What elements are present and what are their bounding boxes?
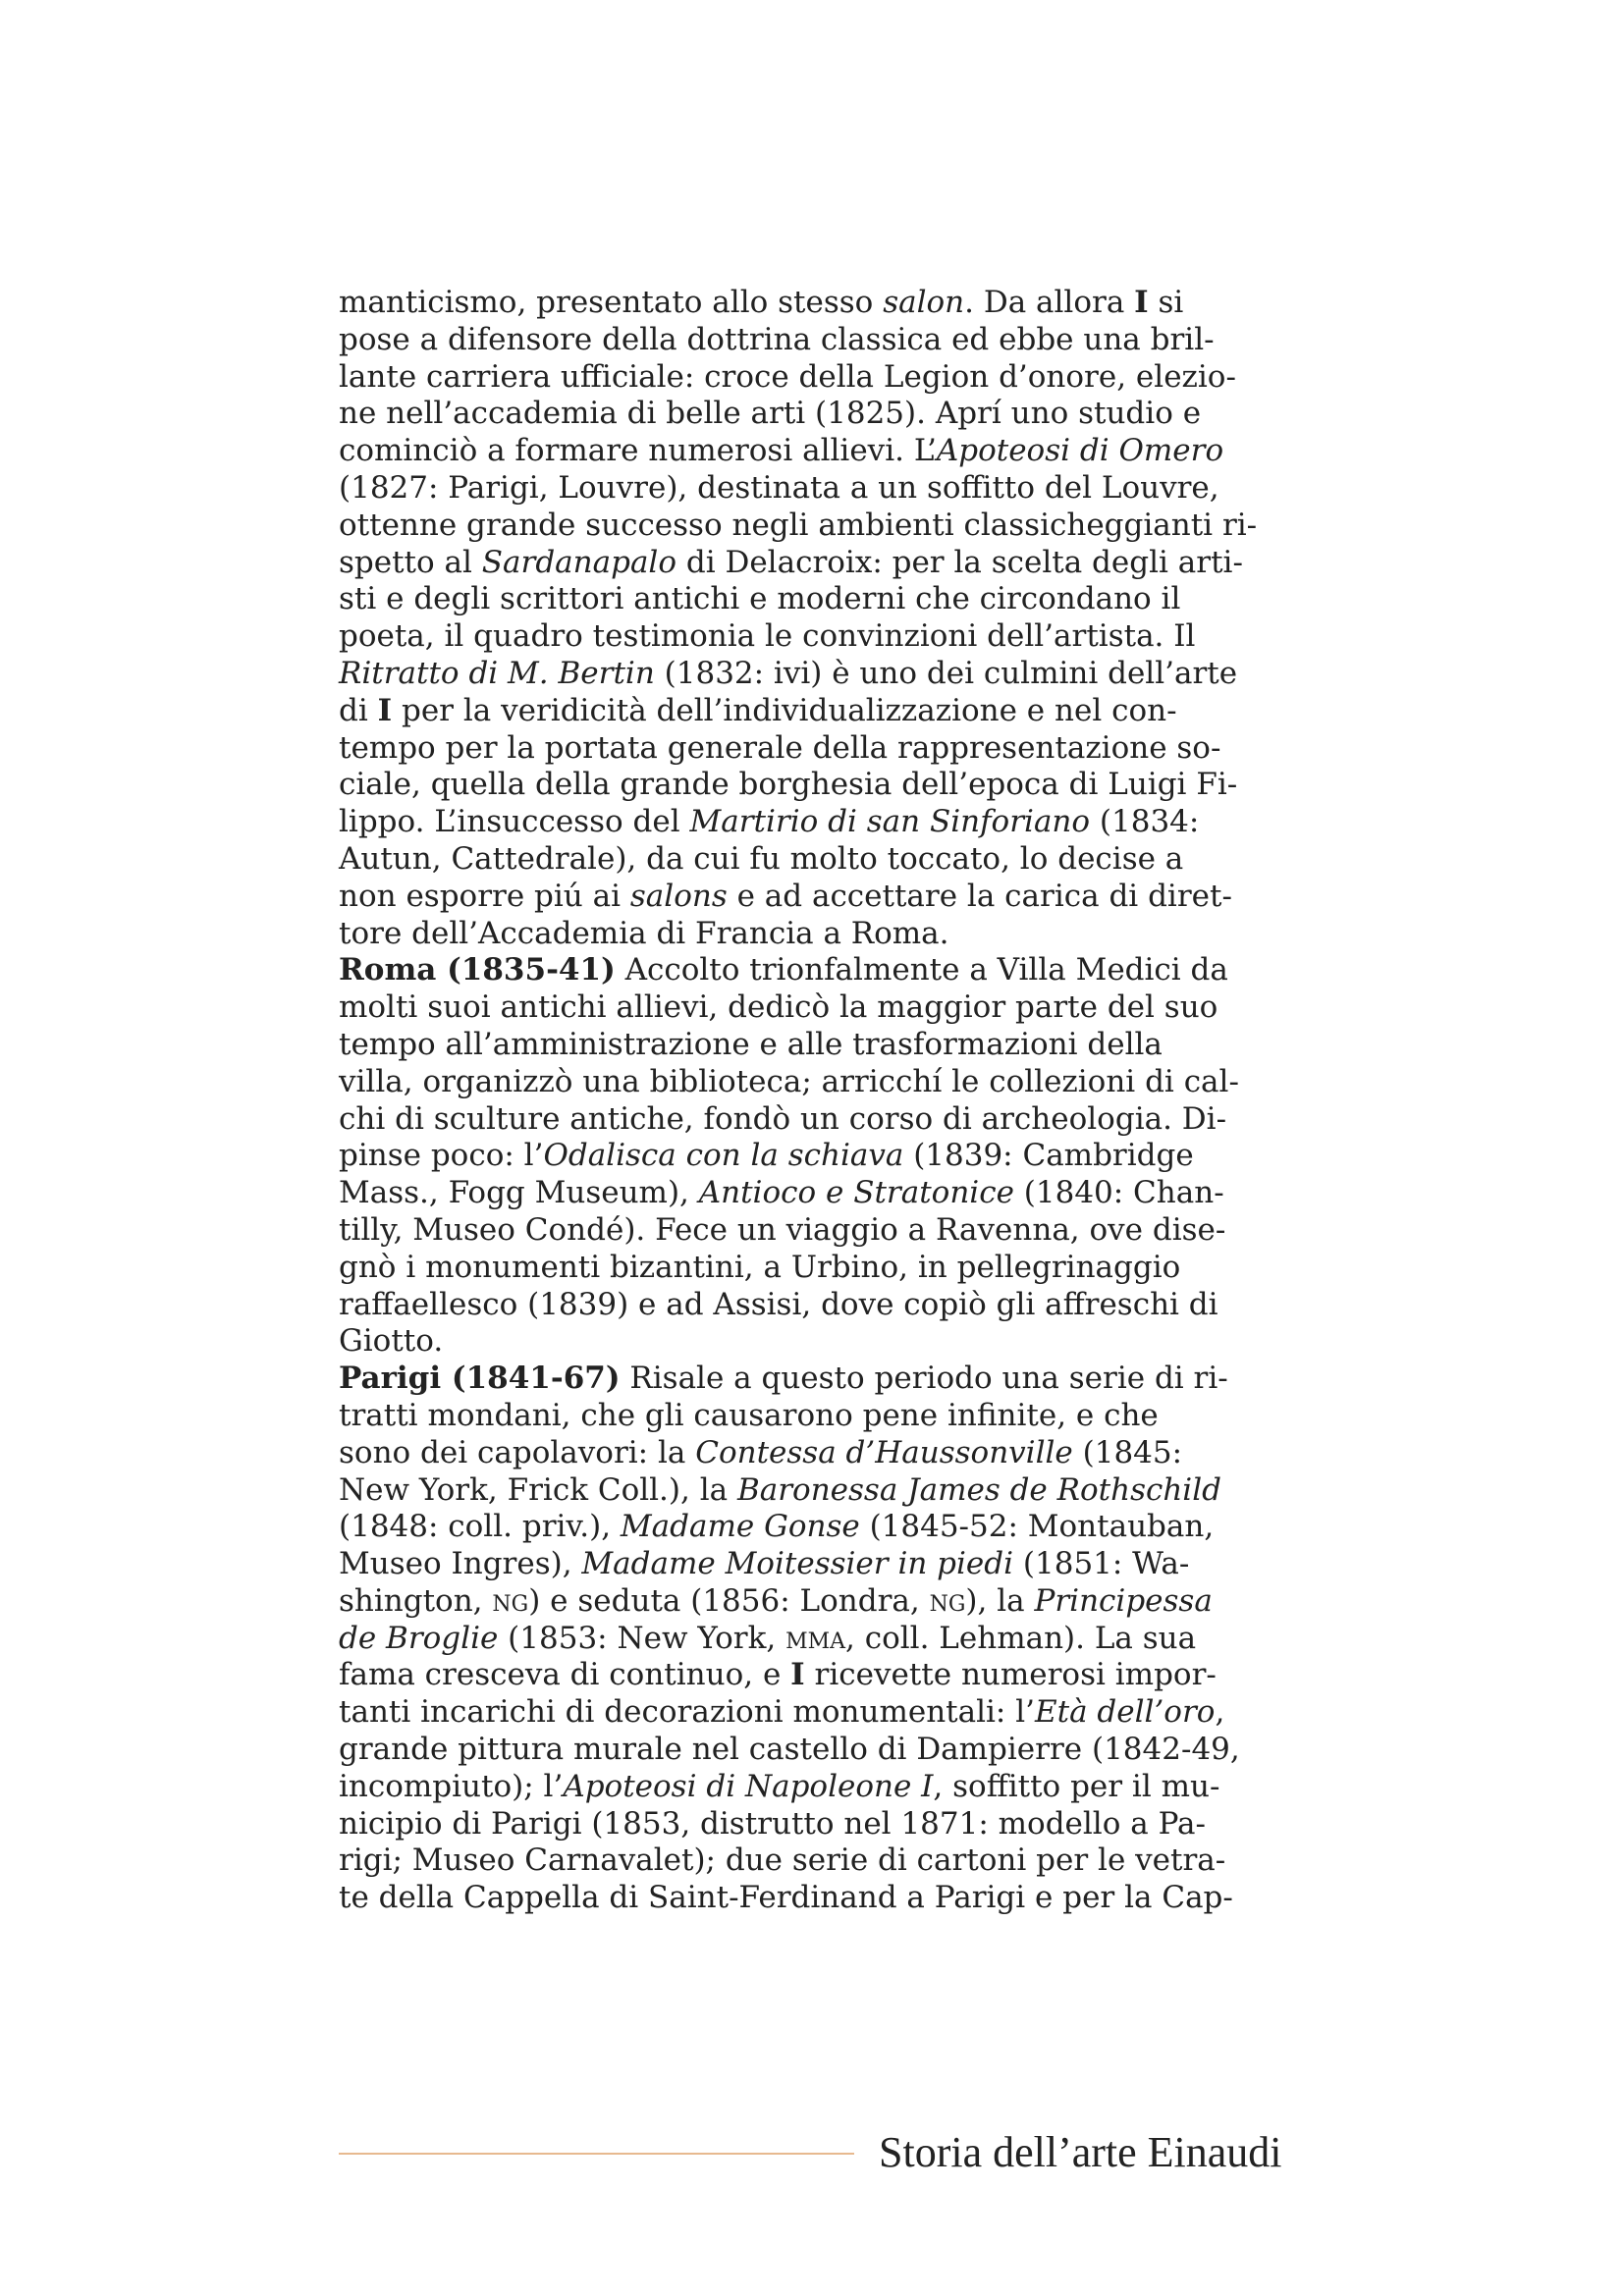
text-line: tempo per la portata generale della rappresentazione so- [339, 729, 1221, 766]
text-line: villa, organizzò una biblioteca; arricchí le collezioni di cal- [339, 1063, 1239, 1099]
text-run: Museo Ingres), [339, 1546, 582, 1582]
italic-term: salons [629, 878, 728, 914]
text-line: grande pittura murale nel castello di Dampierre (1842-49, [339, 1732, 1240, 1768]
section-heading-parigi: Parigi (1841-67) [339, 1361, 621, 1397]
artwork-title: Madame Gonse [620, 1509, 860, 1545]
text-run: (1832: ivi) è uno dei culmini dell’arte [654, 655, 1238, 691]
text-run: di [339, 692, 378, 728]
text-line: molti suoi antichi allievi, dedicò la maggior parte del suo [339, 989, 1218, 1026]
text-run: , [1215, 1694, 1225, 1731]
text-line [339, 693, 1301, 730]
text-line: Giotto. [339, 1323, 444, 1360]
abbreviation: ng [929, 1582, 966, 1619]
text-line [339, 285, 1301, 322]
text-line [339, 1435, 1301, 1472]
text-line [339, 1546, 1301, 1583]
text-run: incompiuto); l’ [339, 1768, 564, 1804]
text-run: sono dei capolavori: la [339, 1434, 696, 1470]
text-run: Accolto trionfalmente a Villa Medici da [615, 952, 1228, 988]
body-text [339, 285, 1301, 1917]
abbreviation: ng [492, 1582, 529, 1619]
text-run: manticismo, presentato allo stesso [339, 285, 884, 320]
text-run: di Delacroix: per la scelta degli arti- [676, 544, 1243, 580]
artwork-title: Sardanapalo [481, 544, 677, 580]
text-line [339, 1472, 1301, 1510]
text-run: spetto al [339, 544, 482, 580]
text-line [339, 433, 1301, 470]
text-line [339, 1621, 1301, 1658]
text-line [339, 1694, 1301, 1732]
text-line [339, 952, 1301, 989]
text-run: New York, Frick Coll.), la [339, 1471, 737, 1508]
footer-publisher: Storia dell’arte Einaudi [879, 2128, 1282, 2176]
text-line: nicipio di Parigi (1853, distrutto nel 1871: modello a Pa- [339, 1805, 1207, 1842]
artwork-title: Apoteosi di Napoleone I [563, 1768, 934, 1804]
artwork-title: Odalisca con la schiava [543, 1138, 904, 1174]
artwork-title: Martirio di san Sinforiano [689, 804, 1091, 840]
text-run: (1834: [1090, 804, 1200, 840]
text-line [339, 1509, 1301, 1546]
artwork-title: Apoteosi di Omero [936, 433, 1224, 469]
artist-initial: I [377, 692, 393, 728]
text-line: lante carriera ufficiale: croce della Legion d’onore, elezio- [339, 358, 1236, 395]
text-line: chi di sculture antiche, fondò un corso di archeologia. Di- [339, 1100, 1227, 1137]
abbreviation: mma [785, 1620, 846, 1656]
text-run: lippo. L’insuccesso del [339, 804, 690, 840]
text-line: tempo all’amministrazione e alle trasformazioni della [339, 1026, 1163, 1062]
text-run: tanti incarichi di decorazioni monumentali: l’ [339, 1694, 1035, 1731]
text-run: pinse poco: l’ [339, 1138, 544, 1174]
text-line: ne nell’accademia di belle arti (1825). Aprí uno studio e [339, 396, 1202, 432]
artist-initial: I [1134, 285, 1149, 320]
text-run: (1845: [1072, 1434, 1183, 1470]
artwork-title: de Broglie [339, 1620, 499, 1656]
text-line [339, 1175, 1301, 1212]
text-run: Mass., Fogg Museum), [339, 1175, 699, 1211]
text-run: . Da allora [964, 285, 1135, 320]
artwork-title: Ritratto di M. Bertin [339, 655, 655, 691]
text-run: (1845-52: Montauban, [859, 1509, 1215, 1545]
text-line [339, 1138, 1301, 1175]
text-run: per la veridicità dell’individualizzazione e nel con- [392, 692, 1177, 728]
artwork-title: Madame Moitessier in piedi [581, 1546, 1014, 1582]
artwork-title: Età dell’oro [1035, 1694, 1216, 1731]
text-run: shington, [339, 1582, 493, 1619]
artwork-title: Principessa [1034, 1582, 1213, 1619]
text-line [339, 1657, 1301, 1694]
section-heading-roma: Roma (1835-41) [339, 952, 616, 988]
text-line [339, 1361, 1301, 1398]
italic-term: salon [883, 285, 965, 320]
text-line [339, 1583, 1301, 1621]
text-run: ) e seduta (1856: Londra, [528, 1582, 930, 1619]
text-run: non esporre piú ai [339, 878, 630, 914]
artwork-title: Contessa d’Haussonville [695, 1434, 1073, 1470]
text-run: (1840: Chan- [1013, 1175, 1224, 1211]
text-run: , coll. Lehman). La sua [845, 1620, 1197, 1656]
text-run: ), la [965, 1582, 1035, 1619]
text-line: te della Cappella di Saint-Ferdinand a Parigi e per la Cap- [339, 1880, 1233, 1916]
footer-rule [339, 2153, 854, 2155]
text-line: (1827: Parigi, Louvre), destinata a un soffitto del Louvre, [339, 469, 1219, 506]
text-line: poeta, il quadro testimonia le convinzioni dell’artista. Il [339, 618, 1196, 655]
text-run: (1853: New York, [498, 1620, 786, 1656]
text-line: pose a difensore della dottrina classica ed ebbe una bril- [339, 321, 1215, 357]
text-run: si [1148, 285, 1184, 320]
text-line [339, 656, 1301, 693]
text-line [339, 879, 1301, 916]
text-line: Autun, Cattedrale), da cui fu molto toccato, lo decise a [339, 840, 1184, 877]
text-run: (1839: Cambridge [903, 1138, 1194, 1174]
text-run: , soffitto per il mu- [933, 1768, 1220, 1804]
paragraph-intro [339, 285, 1301, 952]
text-run: cominciò a formare numerosi allievi. L’ [339, 433, 937, 469]
paragraph-roma [339, 952, 1301, 1361]
text-run: (1848: coll. priv.), [339, 1509, 621, 1545]
text-line: rigi; Museo Carnavalet); due serie di cartoni per le vetra- [339, 1842, 1226, 1879]
text-line [339, 1769, 1301, 1806]
text-run: Risale a questo periodo una serie di ri- [620, 1361, 1228, 1397]
artist-initial: I [790, 1657, 805, 1693]
text-line [339, 804, 1301, 841]
text-line: tilly, Museo Condé). Fece un viaggio a Ravenna, ove dise- [339, 1211, 1226, 1248]
text-line: sti e degli scrittori antichi e moderni che circondano il [339, 581, 1181, 617]
text-line: raffaellesco (1839) e ad Assisi, dove copiò gli affreschi di [339, 1286, 1218, 1322]
text-line [339, 545, 1301, 582]
text-line: tore dell’Accademia di Francia a Roma. [339, 915, 949, 951]
text-run: e ad accettare la carica di diret- [727, 878, 1232, 914]
text-run: ricevette numerosi impor- [804, 1657, 1217, 1693]
text-run: (1851: Wa- [1013, 1546, 1190, 1582]
text-run: fama cresceva di continuo, e [339, 1657, 791, 1693]
text-line: ottenne grande successo negli ambienti classicheggianti ri- [339, 507, 1258, 543]
text-line: ciale, quella della grande borghesia dell’epoca di Luigi Fi- [339, 767, 1238, 803]
paragraph-parigi [339, 1361, 1301, 1917]
text-line: gnò i monumenti bizantini, a Urbino, in pellegrinaggio [339, 1249, 1181, 1285]
artwork-title: Antioco e Stratonice [698, 1175, 1014, 1211]
artwork-title: Baronessa James de Rothschild [736, 1471, 1221, 1508]
text-line: tratti mondani, che gli causarono pene infinite, e che [339, 1397, 1159, 1433]
